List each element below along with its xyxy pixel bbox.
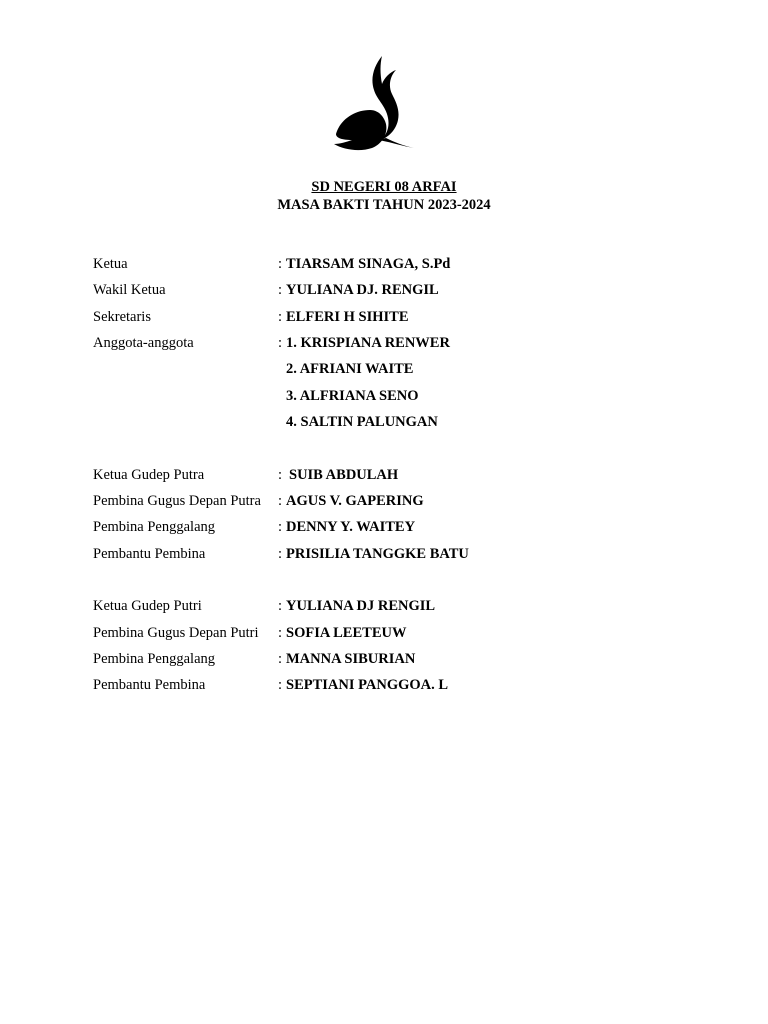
separator-colon: :: [278, 493, 283, 509]
value-ketua-gudep-putri: YULIANA DJ RENGIL: [286, 598, 436, 614]
separator-colon: :: [278, 256, 283, 272]
period-title: MASA BAKTI TAHUN 2023-2024: [277, 197, 491, 213]
label-pembina-gugus-putra: Pembina Gugus Depan Putra: [93, 493, 261, 509]
label-wakil-ketua: Wakil Ketua: [93, 282, 166, 298]
label-ketua: Ketua: [93, 256, 128, 272]
label-sekretaris: Sekretaris: [93, 309, 151, 325]
value-ketua-gudep-putra: SUIB ABDULAH: [289, 467, 399, 483]
value-pembina-gugus-putri: SOFIA LEETEUW: [286, 625, 407, 641]
label-pembina-gugus-putri: Pembina Gugus Depan Putri: [93, 625, 259, 641]
label-pembantu-pembina-putri: Pembantu Pembina: [93, 677, 206, 693]
value-wakil-ketua: YULIANA DJ. RENGIL: [286, 282, 439, 298]
emblem-tail-shape: [378, 138, 414, 148]
scout-tunas-kelapa-emblem: [330, 54, 416, 152]
emblem-body-shape: [334, 110, 386, 150]
value-pembina-gugus-putra: AGUS V. GAPERING: [286, 493, 424, 509]
separator-colon: :: [278, 651, 283, 667]
value-pembantu-pembina-putri: SEPTIANI PANGGOA. L: [286, 677, 449, 693]
school-name-title: SD NEGERI 08 ARFAI: [311, 179, 457, 195]
separator-colon: :: [278, 546, 283, 562]
value-sekretaris: ELFERI H SIHITE: [286, 309, 409, 325]
value-pembantu-pembina-putra: PRISILIA TANGGKE BATU: [286, 546, 469, 562]
separator-colon: :: [278, 519, 283, 535]
value-anggota-1: 1. KRISPIANA RENWER: [286, 335, 450, 351]
separator-colon: :: [278, 309, 283, 325]
label-anggota: Anggota-anggota: [93, 335, 194, 351]
label-pembantu-pembina-putra: Pembantu Pembina: [93, 546, 206, 562]
value-pembina-penggalang-putri: MANNA SIBURIAN: [286, 651, 416, 667]
separator-colon: :: [278, 598, 283, 614]
separator-colon: :: [278, 335, 283, 351]
label-pembina-penggalang-putra: Pembina Penggalang: [93, 519, 216, 535]
label-ketua-gudep-putra: Ketua Gudep Putra: [93, 467, 205, 483]
value-anggota-4: 4. SALTIN PALUNGAN: [286, 414, 438, 430]
value-pembina-penggalang-putra: DENNY Y. WAITEY: [286, 519, 416, 535]
separator-colon: :: [278, 282, 283, 298]
value-anggota-3: 3. ALFRIANA SENO: [286, 388, 419, 404]
label-ketua-gudep-putri: Ketua Gudep Putri: [93, 598, 202, 614]
separator-colon: :: [278, 625, 283, 641]
separator-colon: :: [278, 467, 283, 483]
separator-colon: :: [278, 677, 283, 693]
value-ketua: TIARSAM SINAGA, S.Pd: [286, 256, 451, 272]
value-anggota-2: 2. AFRIANI WAITE: [286, 361, 414, 377]
label-pembina-penggalang-putri: Pembina Penggalang: [93, 651, 216, 667]
